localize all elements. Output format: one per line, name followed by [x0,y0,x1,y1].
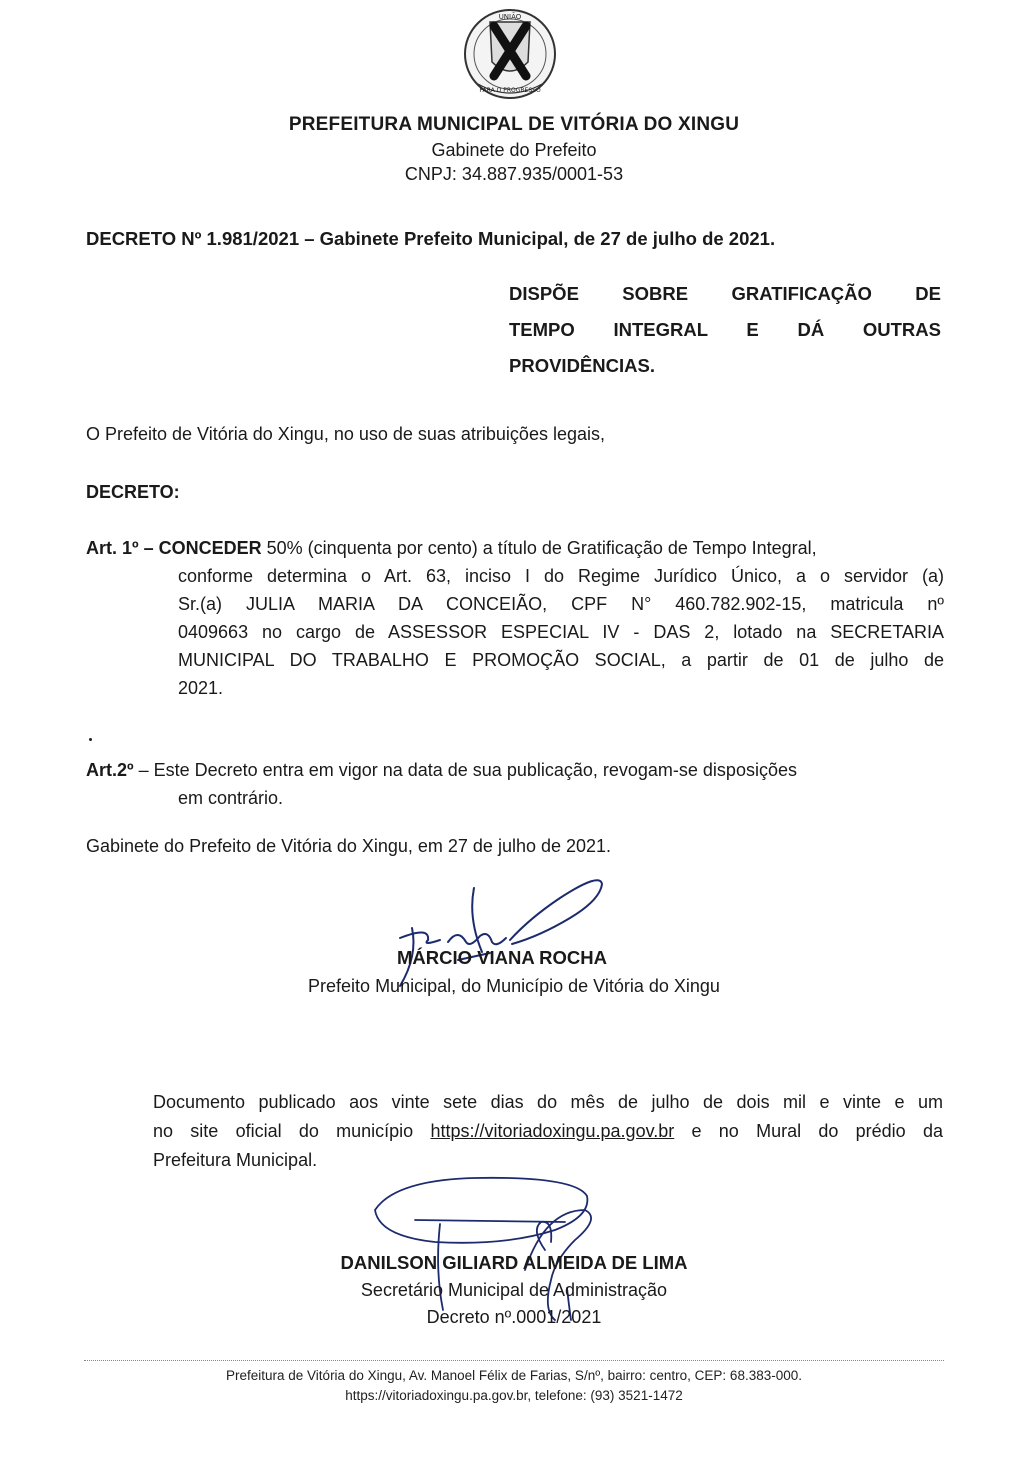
summary-line-1: DISPÕE SOBRE GRATIFICAÇÃO DE [509,283,941,304]
mayor-name: MÁRCIO VIANA ROCHA [397,947,608,968]
municipality-title: PREFEITURA MUNICIPAL DE VITÓRIA DO XINGU [288,114,740,135]
municipal-seal-icon [460,6,560,104]
secretary-role: Secretário Municipal de Administração [360,1280,668,1300]
cnpj-line: CNPJ: 34.887.935/0001-53 [404,164,624,184]
article-2-text: – Este Decreto entra em vigor na data de sua publicação, revogam-se disposições [138,760,797,780]
article-1-line: MUNICIPAL DO TRABALHO E PROMOÇÃO SOCIAL, a partir de 01 de julho de [178,650,944,670]
publication-line-1: Documento publicado aos vinte sete dias do mês de julho de dois mil e vinte e um [153,1092,943,1112]
article-1-first-line [86,534,946,562]
municipality-website-link[interactable]: https://vitoriadoxingu.pa.gov.br [430,1121,675,1141]
stray-dot [89,738,92,741]
mayor-role: Prefeito Municipal, do Município de Vitória do Xingu [308,976,720,996]
article-1-line: Sr.(a) JULIA MARIA DA CONCEIÃO, CPF N° 460.782.902-15, matricula nº [178,594,944,614]
article-1-verb: CONCEDER [158,538,262,558]
article-1-line: 2021. [178,678,224,698]
svg-text:UNIÃO: UNIÃO [498,13,522,21]
footer-contact: https://vitoriadoxingu.pa.gov.br, telefone: (93) 3521-1472 [345,1388,683,1403]
article-1-label: Art. 1º – [86,538,154,558]
publication-line-2 [153,1117,943,1146]
publication-line-3: Prefeitura Municipal. [153,1150,318,1170]
article-1-body [178,562,944,702]
publication-note [153,1088,943,1175]
place-and-date: Gabinete do Prefeito de Vitória do Xingu, em 27 de julho de 2021. [86,836,612,856]
office-subtitle: Gabinete do Prefeito [431,140,597,160]
secretary-name: DANILSON GILIARD ALMEIDA DE LIMA [340,1252,688,1273]
decreto-heading: DECRETO: [86,482,180,502]
article-1-line: 0409663 no cargo de ASSESSOR ESPECIAL IV - DAS 2, lotado na SECRETARIA [178,622,944,642]
publication-text: e no Mural do prédio da [691,1121,943,1141]
article-2-first-line [86,756,946,784]
secretary-decree: Decreto nº.0001/2021 [426,1307,602,1327]
article-1-line: conforme determina o Art. 63, inciso I do Regime Jurídico Único, a o servidor (a) [178,566,944,586]
svg-text:PARA O PROGRESSO: PARA O PROGRESSO [479,87,541,94]
decree-number-line: DECRETO Nº 1.981/2021 – Gabinete Prefeito Municipal, de 27 de julho de 2021. [86,228,776,249]
intro-paragraph: O Prefeito de Vitória do Xingu, no uso de suas atribuições legais, [86,424,605,444]
article-2-line-2: em contrário. [178,788,284,808]
summary-line-3: PROVIDÊNCIAS. [509,355,655,376]
decree-summary [509,276,941,384]
article-1-text: 50% (cinquenta por cento) a título de Gratificação de Tempo Integral, [266,538,817,558]
article-2-label: Art.2º [86,760,134,780]
summary-line-2: TEMPO INTEGRAL E DÁ OUTRAS [509,319,941,340]
footer-divider [84,1360,944,1361]
footer-address: Prefeitura de Vitória do Xingu, Av. Manoel Félix de Farias, S/nº, bairro: centro, CEP: 68.383-000. [226,1368,802,1383]
publication-text: no site oficial do município [153,1121,414,1141]
